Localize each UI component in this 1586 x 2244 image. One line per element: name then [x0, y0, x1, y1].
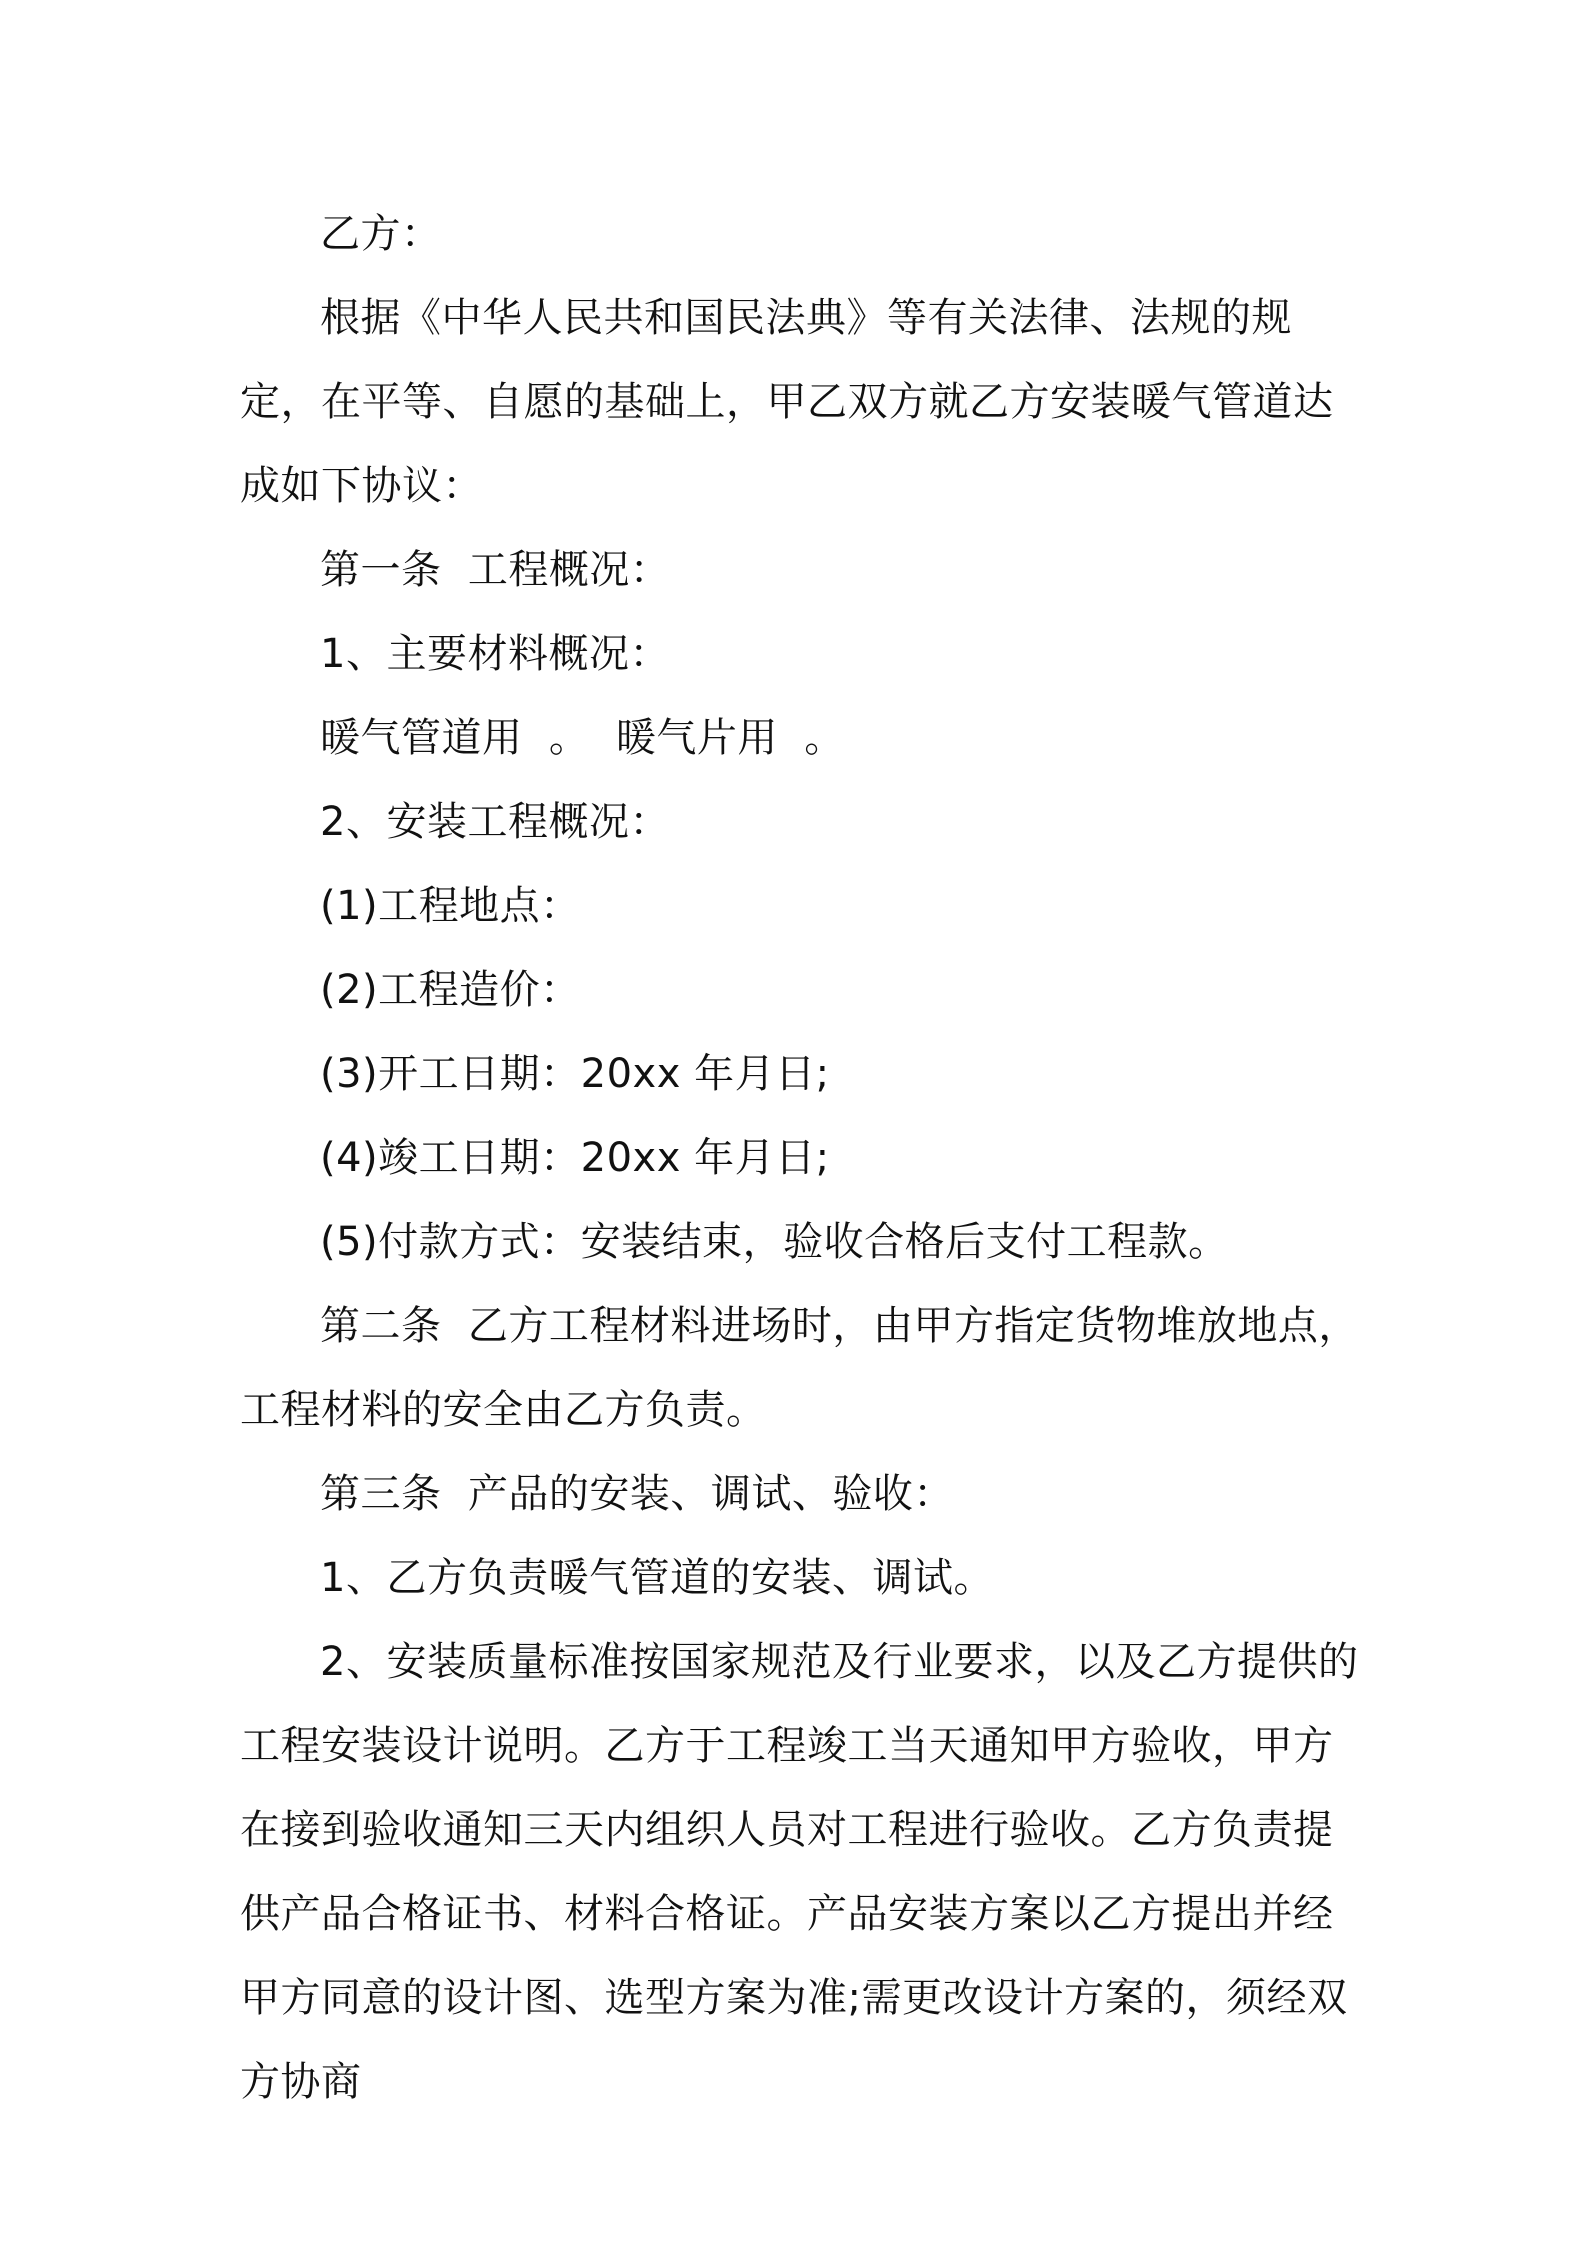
materials-line: 暖气管道用 。 暖气片用 。: [320, 715, 845, 761]
article-3-item-1: 1、乙方负责暖气管道的安装、调试。: [320, 1555, 994, 1601]
completion-date-line: (4)竣工日期：20xx 年月日;: [320, 1135, 830, 1181]
materials-overview-heading: 1、主要材料概况：: [320, 631, 670, 677]
project-location-line: (1)工程地点：: [320, 883, 581, 929]
article-3-heading: 第三条 产品的安装、调试、验收：: [320, 1471, 954, 1517]
project-cost-line: (2)工程造价：: [320, 967, 581, 1013]
contract-body: [240, 192, 1360, 2124]
preamble-paragraph: 根据《中华人民共和国民法典》等有关法律、法规的规定，在平等、自愿的基础上，甲乙双方就乙方安装暖气管道达成如下协议：: [240, 295, 1334, 509]
article-2-paragraph: 第二条 乙方工程材料进场时，由甲方指定货物堆放地点，工程材料的安全由乙方负责。: [240, 1303, 1359, 1433]
payment-method-line: (5)付款方式：安装结束，验收合格后支付工程款。: [320, 1219, 1229, 1265]
article-3-item-2: 2、安装质量标准按国家规范及行业要求，以及乙方提供的工程安装设计说明。乙方于工程竣工当天通知甲方验收，甲方在接到验收通知三天内组织人员对工程进行验收。乙方负责提供产品合格证书、材料合格证。产品安装方案以乙方提出并经甲方同意的设计图、选型方案为准;需更改设计方案的，须经双方协商: [240, 1639, 1359, 2105]
article-1-heading: 第一条 工程概况：: [320, 547, 671, 593]
start-date-line: (3)开工日期：20xx 年月日;: [320, 1051, 830, 1097]
installation-overview-heading: 2、安装工程概况：: [320, 799, 670, 845]
party-b-line: 乙方：: [320, 211, 442, 257]
